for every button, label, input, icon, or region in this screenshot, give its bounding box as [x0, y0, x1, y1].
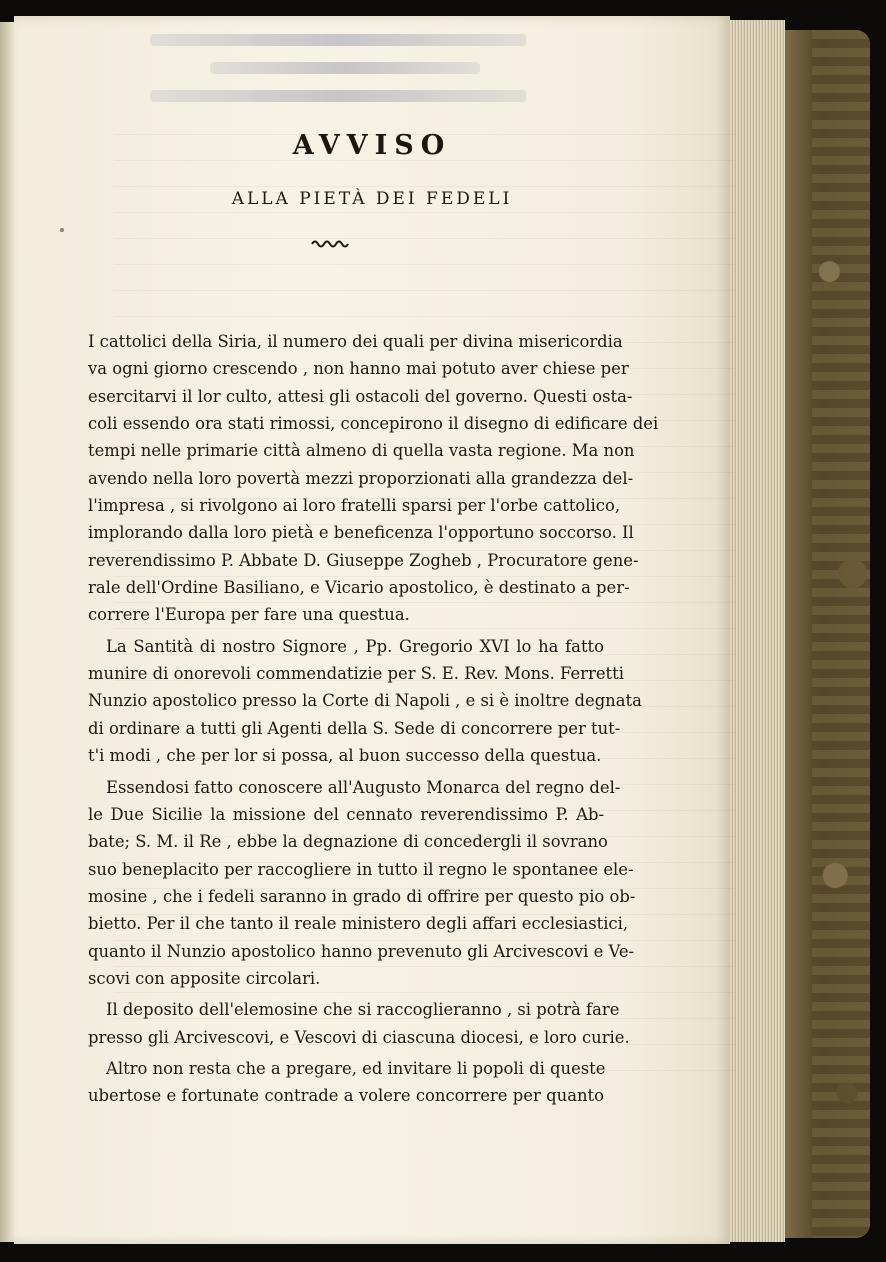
text-line: tempi nelle primarie città almeno di quella vasta regione. Ma non — [88, 441, 635, 461]
text-line: quanto il Nunzio apostolico hanno prevenuto gli Arcivescovi e Ve- — [88, 941, 635, 961]
text-line: presso gli Arcivescovi, e Vescovi di ciascuna diocesi, e loro curie. — [88, 1027, 630, 1047]
text-line: rale dell'Ordine Basiliano, e Vicario apostolico, è destinato a per- — [88, 578, 630, 598]
paragraph-1 — [88, 328, 659, 629]
text-line: di ordinare a tutti gli Agenti della S. Sede di concorrere per tut- — [88, 718, 621, 738]
document-body — [88, 328, 659, 1110]
page-subtitle: ALLA PIETÀ DEI FEDELI — [231, 189, 513, 209]
text-line: bate; S. M. il Re , ebbe la degnazione di concedergli il sovrano — [88, 832, 608, 852]
text-line: I cattolici della Siria, il numero dei quali per divina misericordia — [88, 332, 623, 351]
left-page-sliver — [0, 22, 14, 1242]
text-line: correre l'Europa per fare una questua. — [88, 605, 410, 625]
text-line: coli essendo ora stati rimossi, concepirono il disegno di edificare dei — [88, 414, 659, 434]
text-line: bietto. Per il che tanto il reale ministero degli affari ecclesiastici, — [88, 914, 629, 934]
text-line: mosine , che i fedeli saranno in grado di offrire per questo pio ob- — [88, 886, 636, 906]
paper-speck — [60, 228, 64, 232]
paragraph-3 — [88, 774, 636, 993]
text-line: Il deposito dell'elemosine che si raccoglieranno , si potrà fare — [106, 1000, 620, 1020]
text-line: avendo nella loro povertà mezzi proporzionati alla grandezza del- — [88, 468, 634, 488]
text-line: le Due Sicilie la missione del cennato reverendissimo P. Ab- — [88, 804, 604, 824]
text-line: La Santità di nostro Signore , Pp. Gregorio XVI lo ha fatto — [106, 636, 604, 656]
text-line: va ogni giorno crescendo , non hanno mai potuto aver chiese per — [88, 359, 629, 379]
text-line: t'i modi , che per lor si possa, al buon successo della questua. — [88, 746, 602, 766]
text-line: Altro non resta che a pregare, ed invitare li popoli di queste — [106, 1058, 606, 1078]
library-stamp — [150, 32, 530, 112]
text-line: Nunzio apostolico presso la Corte di Napoli , e si è inoltre degnata — [88, 691, 642, 711]
text-line: munire di onorevoli commendatizie per S. E. Rev. Mons. Ferretti — [88, 664, 624, 684]
page-edges — [724, 20, 785, 1242]
text-line: esercitarvi il lor culto, attesi gli ostacoli del governo. Questi osta- — [88, 386, 633, 406]
page-title: AVVISO — [292, 130, 452, 161]
paragraph-5 — [88, 1055, 604, 1110]
text-line: Essendosi fatto conoscere all'Augusto Monarca del regno del- — [106, 777, 621, 797]
text-line: scovi con apposite circolari. — [88, 968, 321, 988]
paragraph-2 — [88, 633, 642, 770]
paragraph-4 — [88, 996, 630, 1051]
ornament-rule — [311, 237, 351, 251]
text-line: reverendissimo P. Abbate D. Giuseppe Zogheb , Procuratore gene- — [88, 550, 639, 570]
text-line: l'impresa , si rivolgono ai loro fratelli sparsi per l'orbe cattolico, — [88, 496, 621, 516]
text-line: suo beneplacito per raccogliere in tutto il regno le spontanee ele- — [88, 859, 634, 879]
text-line: ubertose e fortunate contrade a volere concorrere per quanto — [88, 1086, 604, 1106]
text-line: implorando dalla loro pietà e beneficenza l'opportuno soccorso. Il — [88, 523, 634, 543]
